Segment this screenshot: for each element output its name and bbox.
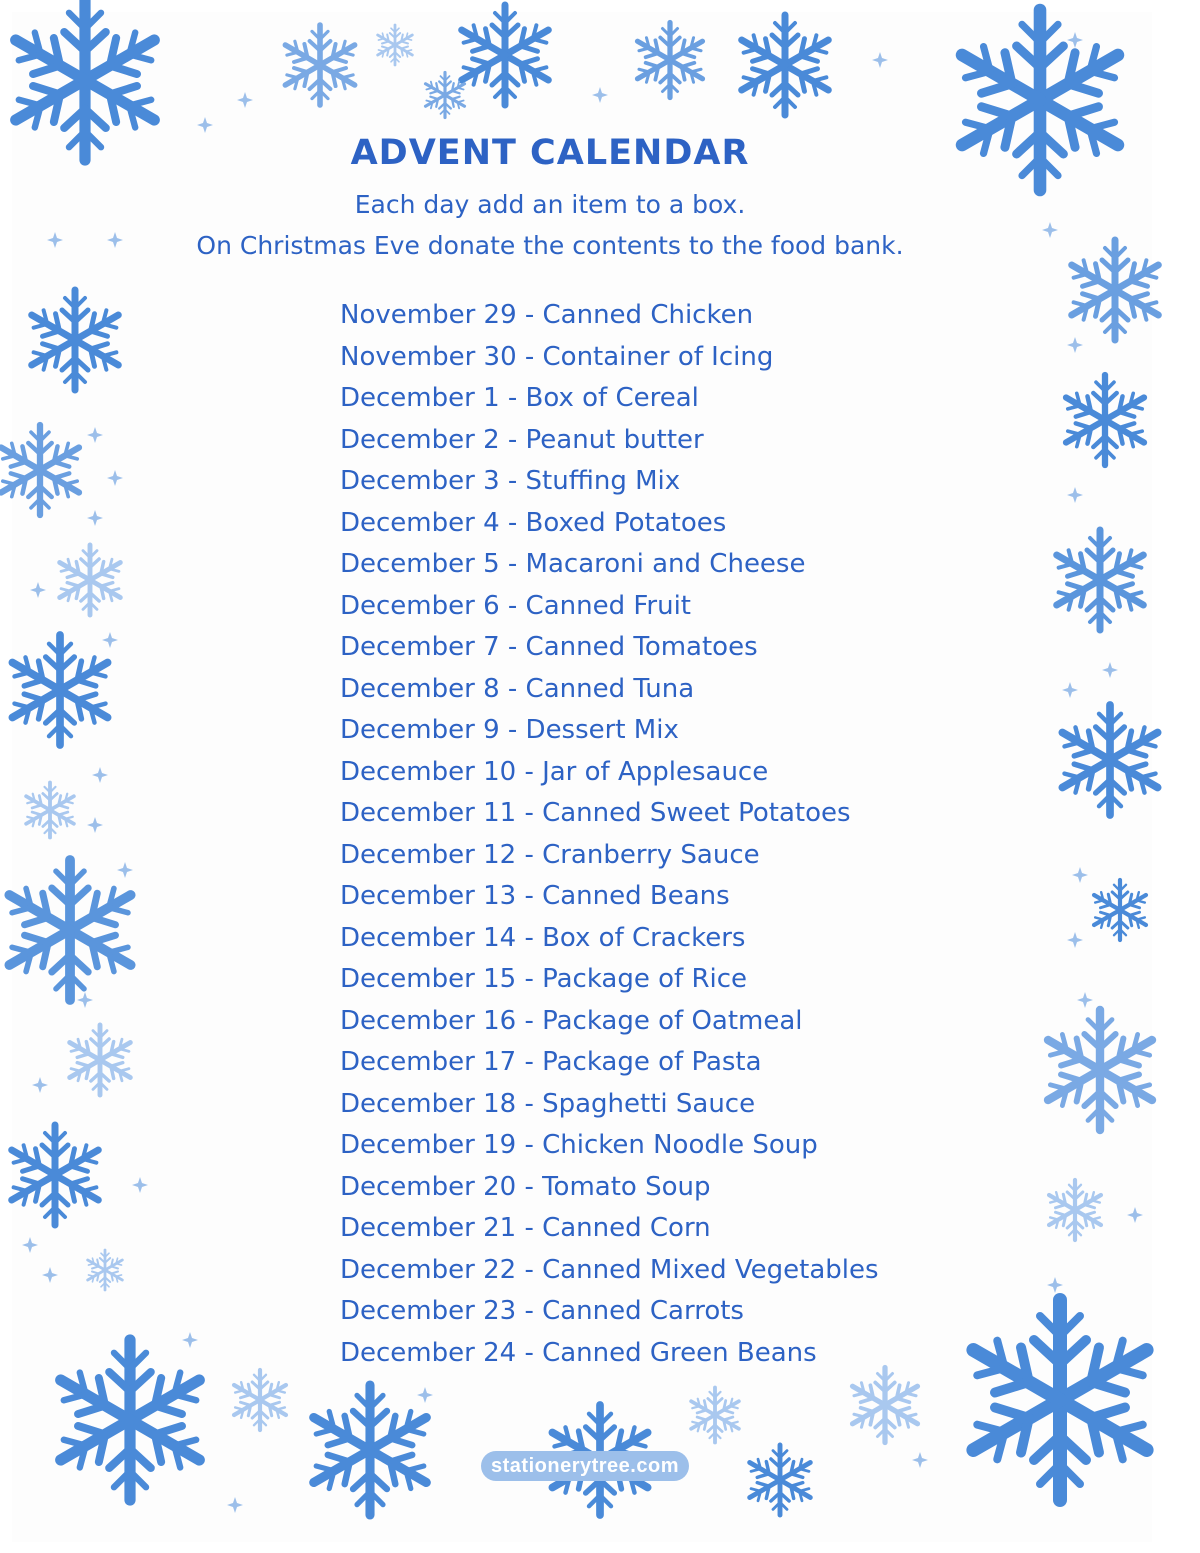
list-item: December 22 - Canned Mixed Vegetables xyxy=(340,1254,879,1285)
list-item: December 20 - Tomato Soup xyxy=(340,1171,711,1202)
list-item: November 30 - Container of Icing xyxy=(340,341,774,372)
list-item: December 6 - Canned Fruit xyxy=(340,590,691,621)
list-item: December 21 - Canned Corn xyxy=(340,1213,711,1243)
list-item: December 17 - Package of Pasta xyxy=(340,1047,762,1077)
watermark-logo: stationerytree.com xyxy=(481,1451,689,1481)
list-item: December 19 - Chicken Noodle Soup xyxy=(340,1130,818,1160)
list-item: December 10 - Jar of Applesauce xyxy=(340,756,769,787)
instruction-line-2: On Christmas Eve donate the contents to the food bank. xyxy=(196,231,904,260)
list-item: December 18 - Spaghetti Sauce xyxy=(340,1088,756,1119)
instruction-line-1: Each day add an item to a box. xyxy=(354,190,746,219)
list-item: December 4 - Boxed Potatoes xyxy=(340,507,727,538)
list-item: December 2 - Peanut butter xyxy=(340,424,704,455)
list-item: December 23 - Canned Carrots xyxy=(340,1296,744,1326)
list-item: December 11 - Canned Sweet Potatoes xyxy=(340,798,851,828)
list-item: December 16 - Package of Oatmeal xyxy=(340,1005,803,1036)
list-item: December 13 - Canned Beans xyxy=(340,881,730,911)
list-item: December 12 - Cranberry Sauce xyxy=(340,839,760,870)
page-title: ADVENT CALENDAR xyxy=(350,133,750,173)
list-item: December 14 - Box of Crackers xyxy=(340,922,746,953)
advent-item-list xyxy=(340,295,879,1374)
list-item: December 3 - Stuffing Mix xyxy=(340,466,681,496)
list-item: December 9 - Dessert Mix xyxy=(340,715,679,745)
list-item: December 8 - Canned Tuna xyxy=(340,673,695,704)
list-item: December 7 - Canned Tomatoes xyxy=(340,632,758,662)
list-item: December 24 - Canned Green Beans xyxy=(340,1337,817,1368)
list-item: December 15 - Package of Rice xyxy=(340,964,748,994)
list-item: December 5 - Macaroni and Cheese xyxy=(340,549,806,579)
list-item: November 29 - Canned Chicken xyxy=(340,300,754,330)
list-item: December 1 - Box of Cereal xyxy=(340,383,699,413)
